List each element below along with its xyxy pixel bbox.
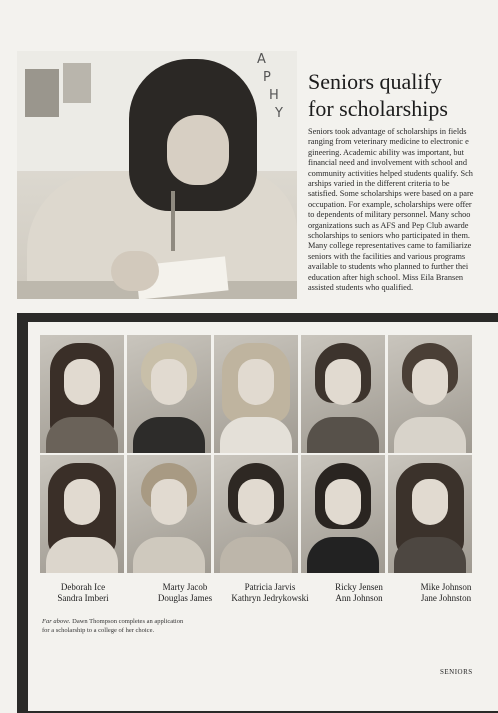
- article-line: arships varied in the different criteria to be: [308, 179, 450, 189]
- article-line: assisted students who qualified.: [308, 283, 414, 293]
- photo-caption: [42, 618, 242, 635]
- section-label: SENIORS: [440, 668, 473, 676]
- name-column-5: [405, 582, 487, 604]
- article-line: community activities helped students qualify. Sch: [308, 168, 473, 178]
- article-line: seniors with the facilities and various programs: [308, 251, 466, 261]
- student-name: Douglas James: [157, 593, 213, 603]
- student-name: Deborah Ice: [60, 582, 106, 592]
- article-line: to dependents of military personnel. Many schoo: [308, 210, 471, 220]
- student-name: Sandra Imberi: [57, 593, 109, 603]
- article-line: satisfied. Some scholarships were based on a pare: [308, 189, 474, 199]
- student-name: Ricky Jensen: [335, 582, 383, 592]
- article-line: Seniors took advantage of scholarships in fields: [308, 127, 467, 136]
- portrait-kathryn-jedrykowski: [214, 455, 298, 573]
- portrait-jane-johnston: [388, 455, 472, 573]
- article-line: available to students who planned to further thei: [308, 262, 469, 272]
- article-body: [308, 127, 498, 302]
- article-line: education after high school. Miss Eila Bransen: [308, 272, 464, 282]
- student-name: Jane Johnston: [420, 593, 472, 603]
- article-line: ranging from veterinary medicine to electronic e: [308, 137, 469, 147]
- portrait-mike-johnson: [388, 335, 472, 453]
- student-writing-photo: [17, 51, 297, 299]
- student-name: Ann Johnson: [335, 593, 383, 603]
- caption-lead: Far above.: [42, 618, 71, 625]
- article-headline: Seniors qualify for scholarships: [308, 69, 448, 121]
- name-column-4: [318, 582, 400, 604]
- wall-poster: [25, 69, 59, 117]
- name-column-1: [42, 582, 124, 604]
- name-column-3: [212, 582, 328, 604]
- portrait-deborah-ice: [40, 335, 124, 453]
- article-line: financial need and involvement with school and: [308, 158, 467, 168]
- portrait-ann-johnson: [301, 455, 385, 573]
- article-line: Many college representatives came to familiarize: [308, 241, 472, 251]
- portrait-marty-jacob: [127, 335, 211, 453]
- portrait-ricky-jensen: [301, 335, 385, 453]
- wall-lettering: A P H Y: [257, 52, 283, 121]
- portrait-douglas-james: [127, 455, 211, 573]
- student-name: Marty Jacob: [162, 582, 208, 592]
- article-line: gineering. Academic ability was important, but: [308, 147, 464, 157]
- portrait-patricia-jarvis: [214, 335, 298, 453]
- article-line: scholarships to seniors who participated in them.: [308, 231, 470, 241]
- student-name: Kathryn Jedrykowski: [231, 593, 309, 603]
- article-line: organizations such as AFS and Pep Club awarde: [308, 220, 469, 230]
- student-name: Patricia Jarvis: [244, 582, 296, 592]
- article-line: occupation. For example, scholarships were offer: [308, 199, 472, 209]
- student-name: Mike Johnson: [420, 582, 472, 592]
- caption-text: Dawn Thompson completes an application: [70, 618, 184, 625]
- wall-poster: [63, 63, 91, 103]
- portrait-sandra-imberi: [40, 455, 124, 573]
- caption-text: for a scholarship to a college of her choice.: [42, 626, 155, 634]
